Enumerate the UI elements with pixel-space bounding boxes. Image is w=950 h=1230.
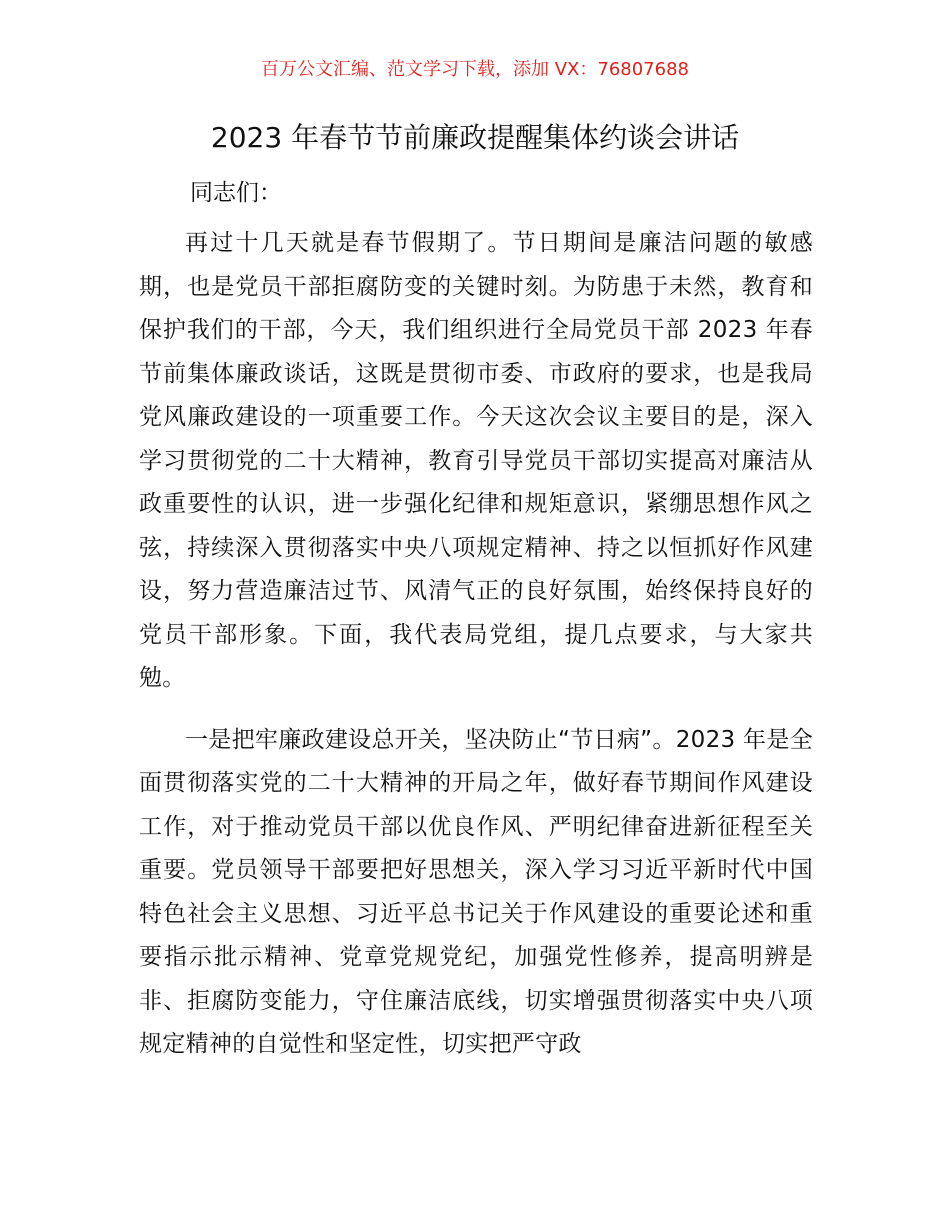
document-title: 2023 年春节节前廉政提醒集体约谈会讲话 <box>210 121 740 154</box>
body-text <box>139 222 813 1085</box>
paragraph-intro: 再过十几天就是春节假期了。节日期间是廉洁问题的敏感期，也是党员干部拒腐防变的关键时刻。为防患于未然，教育和保护我们的干部，今天，我们组织进行全局党员干部 2023 年春节前集体廉政谈话，这既是贯彻市委、市政府的要求，也是我局党风廉政建设的一项重要工作。今天这次会议主要目的是，深入学习贯彻党的二十大精神，教育引导党员干部切实提高对廉洁从政重要性的认识，进一步强化纪律和规矩意识，紧绷思想作风之弦，持续深入贯彻落实中央八项规定精神、持之以恒抓好作风建设，努力营造廉洁过节、风清气正的良好氛围，始终保持良好的党员干部形象。下面，我代表局党组，提几点要求，与大家共勉。 <box>139 230 813 691</box>
paragraph-point-one: 一是把牢廉政建设总开关，坚决防止“节日病”。2023 年是全面贯彻落实党的二十大精神的开局之年，做好春节期间作风建设工作，对于推动党员干部以优良作风、严明纪律奋进新征程至关重要。党员领导干部要把好思想关，深入学习习近平新时代中国特色社会主义思想、习近平总书记关于作风建设的重要论述和重要指示批示精神、党章党规党纪，加强党性修养，提高明辨是非、拒腐防变能力，守住廉洁底线，切实增强贯彻落实中央八项规定精神的自觉性和坚定性，切实把严守政 <box>139 726 813 1057</box>
greeting: 同志们： <box>190 180 282 206</box>
watermark-banner: 百万公文汇编、范文学习下载，添加 VX：76807688 <box>261 59 689 80</box>
